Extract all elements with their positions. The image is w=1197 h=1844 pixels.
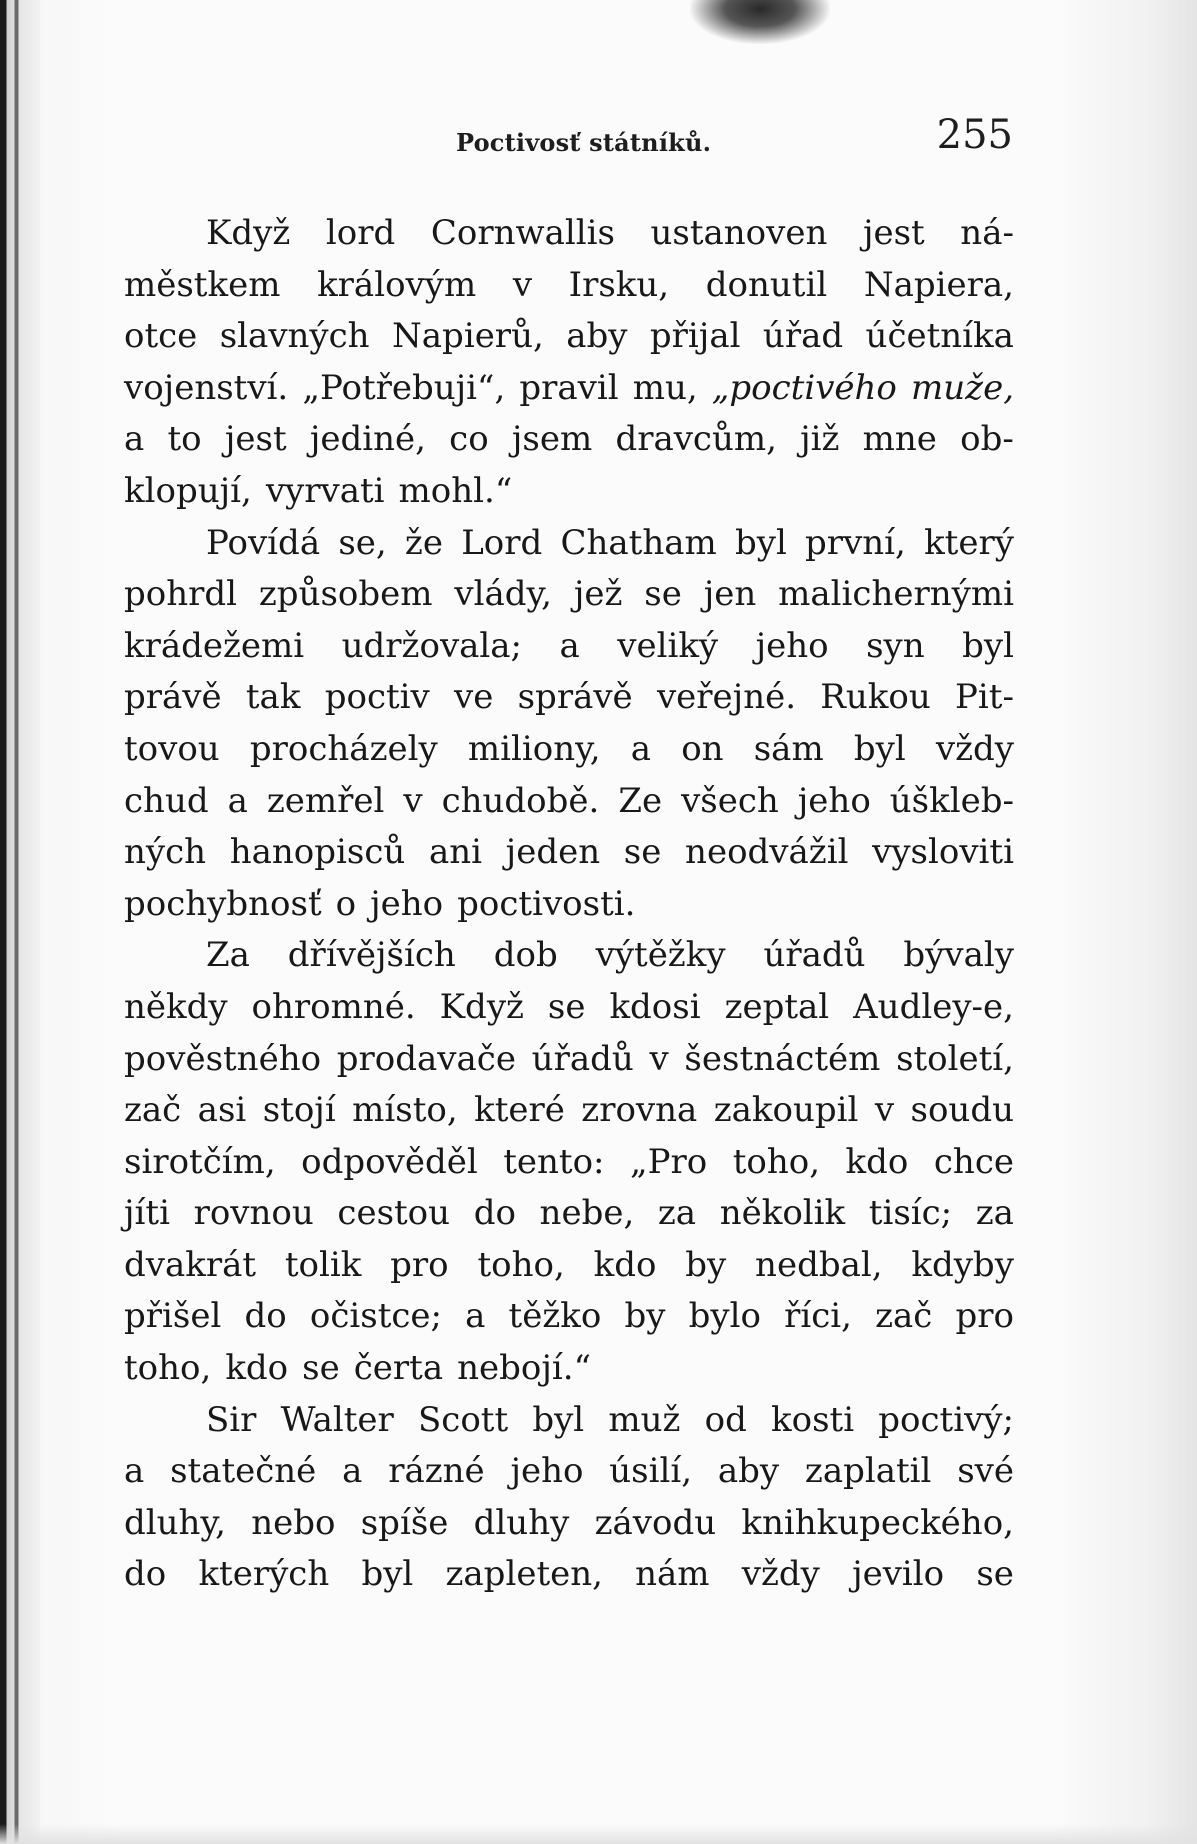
word: vyrvati: [265, 470, 385, 511]
word: mne: [862, 419, 937, 460]
word: několik: [719, 1193, 846, 1234]
word: aby: [566, 316, 628, 357]
word: dob: [493, 935, 558, 976]
word: století,: [896, 1038, 1014, 1079]
word: malichernými: [778, 574, 1014, 615]
text-line: [124, 879, 1014, 931]
word: do: [124, 1554, 167, 1595]
word: se: [547, 986, 586, 1027]
text-line: [124, 1395, 1014, 1447]
word: dřívějších: [287, 935, 456, 976]
word: šestnáctém: [684, 1038, 881, 1079]
word: Scott: [417, 1399, 509, 1440]
word: úškleb-: [889, 780, 1014, 821]
word: všech: [681, 780, 779, 821]
word: Lord: [461, 522, 543, 563]
word: a: [342, 1451, 363, 1492]
page-binding-edge: [0, 0, 40, 1844]
word: Když: [206, 213, 291, 253]
word: nebojí.“: [457, 1348, 591, 1389]
word: Za: [206, 935, 250, 976]
text-line: [124, 1188, 1014, 1240]
word: se: [623, 832, 662, 873]
word: dvakrát: [124, 1244, 257, 1285]
word: muže,: [911, 367, 1014, 408]
word: zaplatil: [804, 1451, 932, 1492]
word: bývaly: [903, 935, 1014, 976]
word: nedbal,: [755, 1244, 883, 1285]
word: správě: [517, 677, 633, 718]
text-line: [124, 1498, 1014, 1550]
page-header: [120, 112, 1025, 162]
text-line: [124, 1240, 1014, 1292]
word: že: [404, 522, 443, 563]
word: jest: [224, 419, 287, 460]
word: v: [403, 780, 423, 821]
word: dravcům,: [615, 419, 777, 460]
word: chudobě.: [441, 780, 600, 821]
word: poctivosti.: [457, 883, 636, 924]
word: někdy: [124, 986, 228, 1027]
word: kdosi: [609, 986, 701, 1027]
text-line: [124, 208, 1014, 260]
word: Sir: [206, 1399, 257, 1440]
word: úřadů: [531, 1038, 634, 1079]
word: těžko: [508, 1296, 602, 1337]
word: který: [924, 522, 1014, 563]
word: jeden: [505, 832, 601, 873]
word: se: [644, 574, 682, 615]
word: své: [957, 1451, 1014, 1492]
word: veřejné.: [656, 677, 797, 718]
word: a: [559, 625, 580, 666]
word: toho,: [124, 1348, 212, 1389]
word: „poctivého: [711, 367, 897, 408]
word: hanopisců: [229, 832, 406, 873]
word: do: [473, 1193, 516, 1234]
text-line: [124, 260, 1014, 312]
word: ohromné.: [251, 986, 416, 1027]
word: by: [685, 1244, 727, 1285]
word: odpověděl: [301, 1141, 478, 1182]
word: právě: [124, 677, 222, 718]
word: vlády,: [454, 574, 552, 615]
word: by: [624, 1296, 666, 1337]
word: byl: [361, 1554, 414, 1595]
word: knihkupeckého,: [741, 1502, 1014, 1543]
word: účetníka: [865, 316, 1014, 357]
word: ustanoven: [650, 213, 828, 253]
word: pověstného: [124, 1038, 322, 1079]
word: Napierů,: [392, 316, 544, 357]
word: tolik: [284, 1244, 362, 1285]
word: úřadů: [763, 935, 866, 976]
word: kosti: [771, 1399, 855, 1440]
word: kterých: [198, 1554, 330, 1595]
word: jeho: [510, 1451, 584, 1492]
word: Když: [439, 986, 524, 1027]
word: závodu: [594, 1502, 717, 1543]
word: ná-: [960, 213, 1014, 253]
word: co: [449, 419, 489, 460]
word: výtěžky: [595, 935, 726, 976]
word: „Potřebuji“,: [302, 367, 506, 408]
word: jeho: [755, 625, 829, 666]
word: jeho: [797, 780, 871, 821]
word: jen: [703, 574, 757, 615]
word: tovou: [124, 728, 220, 769]
word: klopují,: [124, 470, 252, 511]
word: jediné,: [309, 419, 426, 460]
word: říci,: [784, 1296, 852, 1337]
word: jevilo: [852, 1554, 945, 1595]
text-line: [124, 982, 1014, 1034]
word: nám: [635, 1554, 710, 1595]
word: zapleten,: [445, 1554, 603, 1595]
word: otce: [124, 316, 198, 357]
word: do: [244, 1296, 287, 1337]
word: toho,: [732, 1141, 821, 1182]
word: byl: [734, 522, 787, 563]
word: byl: [853, 728, 906, 769]
word: zemřel: [266, 780, 385, 821]
word: statečné: [170, 1451, 317, 1492]
word: asi: [197, 1090, 247, 1131]
word: donutil: [705, 264, 828, 305]
word: tisíc;: [868, 1193, 953, 1234]
word: se: [302, 1348, 340, 1389]
word: v: [512, 264, 533, 305]
word: zeptal: [724, 986, 830, 1027]
text-line: [124, 466, 1014, 518]
body-text: [124, 208, 1014, 1601]
word: za: [975, 1193, 1014, 1234]
word: „Pro: [630, 1141, 708, 1182]
word: Audley-e,: [853, 986, 1014, 1027]
word: neodvážil: [685, 832, 849, 873]
word: to: [167, 419, 202, 460]
text-line: [124, 672, 1014, 724]
text-line: [124, 1446, 1014, 1498]
word: jíti: [124, 1193, 170, 1234]
word: bylo: [688, 1296, 761, 1337]
word: krádežemi: [124, 625, 305, 666]
word: aby: [717, 1451, 780, 1492]
word: poctiv: [324, 677, 430, 718]
word: jest: [862, 213, 925, 253]
word: Rukou: [820, 677, 931, 718]
word: způsobem: [258, 574, 433, 615]
word: zač: [124, 1090, 182, 1131]
page-bottom-edge: [0, 1824, 1197, 1844]
word: Chatham: [560, 522, 717, 563]
text-line: [124, 1549, 1014, 1601]
word: soudu: [910, 1090, 1014, 1131]
word: cestou: [337, 1193, 451, 1234]
word: královým: [317, 264, 477, 305]
word: v: [649, 1038, 669, 1079]
word: byl: [532, 1399, 585, 1440]
text-line: [124, 1034, 1014, 1086]
text-line: [124, 930, 1014, 982]
word: ných: [124, 832, 207, 873]
word: pro: [390, 1244, 449, 1285]
word: a: [227, 780, 248, 821]
word: sám: [753, 728, 824, 769]
text-line: [124, 621, 1014, 673]
word: kdo: [593, 1244, 657, 1285]
word: procházely: [249, 728, 438, 769]
word: městkem: [124, 264, 281, 305]
word: Walter: [280, 1399, 394, 1440]
word: syn: [866, 625, 925, 666]
word: Povídá: [206, 522, 321, 563]
word: lord: [325, 213, 396, 253]
word: jež: [573, 574, 623, 615]
word: spíše: [360, 1502, 449, 1543]
word: tak: [245, 677, 301, 718]
word: úřad: [762, 316, 844, 357]
word: první,: [805, 522, 906, 563]
word: nebo: [251, 1502, 336, 1543]
word: vojenství.: [124, 367, 289, 408]
word: slavných: [219, 316, 370, 357]
text-line: [124, 414, 1014, 466]
word: veliký: [617, 625, 719, 666]
word: poctivý;: [878, 1399, 1014, 1440]
word: Pit-: [955, 677, 1014, 718]
word: pohrdl: [124, 574, 238, 615]
word: rovnou: [193, 1193, 314, 1234]
word: on: [681, 728, 724, 769]
word: dluhy,: [124, 1502, 226, 1543]
word: zač: [875, 1296, 933, 1337]
text-line: [124, 1085, 1014, 1137]
word: o: [335, 883, 357, 924]
word: se,: [338, 522, 387, 563]
word: vždy: [935, 728, 1014, 769]
text-line: [124, 724, 1014, 776]
word: nebe,: [539, 1193, 635, 1234]
word: přijal: [649, 316, 741, 357]
word: již: [800, 419, 840, 460]
word: úsilí,: [609, 1451, 693, 1492]
text-line: [124, 776, 1014, 828]
word: a: [124, 419, 145, 460]
word: tento:: [503, 1141, 605, 1182]
word: mohl.“: [398, 470, 513, 511]
word: v: [874, 1090, 895, 1131]
text-line: [124, 1343, 1014, 1395]
word: miliony,: [467, 728, 601, 769]
word: rázné: [388, 1451, 485, 1492]
word: dluhy: [473, 1502, 570, 1543]
word: a: [124, 1451, 145, 1492]
word: mu,: [632, 367, 698, 408]
word: ani: [428, 832, 482, 873]
word: prodavače: [336, 1038, 516, 1079]
word: udržovala;: [341, 625, 523, 666]
text-line: [124, 311, 1014, 363]
word: pravil: [519, 367, 619, 408]
scan-smudge: [690, 0, 830, 44]
text-line: [124, 363, 1014, 415]
word: muž: [608, 1399, 681, 1440]
word: byl: [962, 625, 1014, 666]
word: jsem: [511, 419, 593, 460]
text-line: [124, 1137, 1014, 1189]
word: se: [976, 1554, 1014, 1595]
word: a: [465, 1296, 486, 1337]
word: přišel: [124, 1296, 222, 1337]
word: místo,: [352, 1090, 458, 1131]
word: kdyby: [911, 1244, 1014, 1285]
word: Napiera,: [863, 264, 1014, 305]
word: sirotčím,: [124, 1141, 276, 1182]
word: za: [657, 1193, 697, 1234]
word: čerta: [353, 1348, 444, 1389]
text-line: [124, 1291, 1014, 1343]
word: Cornwallis: [430, 213, 615, 253]
word: Ze: [618, 780, 663, 821]
word: ve: [454, 677, 494, 718]
word: kdo: [845, 1141, 909, 1182]
word: ob-: [960, 419, 1014, 460]
running-title: Poctivosť státníků.: [456, 128, 712, 157]
word: kdo: [225, 1348, 289, 1389]
word: pochybnosť: [124, 883, 322, 924]
word: Irsku,: [568, 264, 670, 305]
word: zrovna: [581, 1090, 698, 1131]
word: které: [474, 1090, 565, 1131]
word: pro: [955, 1296, 1014, 1337]
text-line: [124, 569, 1014, 621]
word: vysloviti: [872, 832, 1014, 873]
word: zakoupil: [713, 1090, 859, 1131]
word: jeho: [370, 883, 444, 924]
word: stojí: [262, 1090, 336, 1131]
text-line: [124, 518, 1014, 570]
word: toho,: [477, 1244, 565, 1285]
word: chce: [933, 1141, 1014, 1182]
word: vždy: [741, 1554, 820, 1595]
word: očistce;: [309, 1296, 442, 1337]
word: a: [630, 728, 652, 769]
text-line: [124, 827, 1014, 879]
word: chud: [124, 780, 209, 821]
word: od: [704, 1399, 747, 1440]
page-number: 255: [936, 112, 1013, 158]
